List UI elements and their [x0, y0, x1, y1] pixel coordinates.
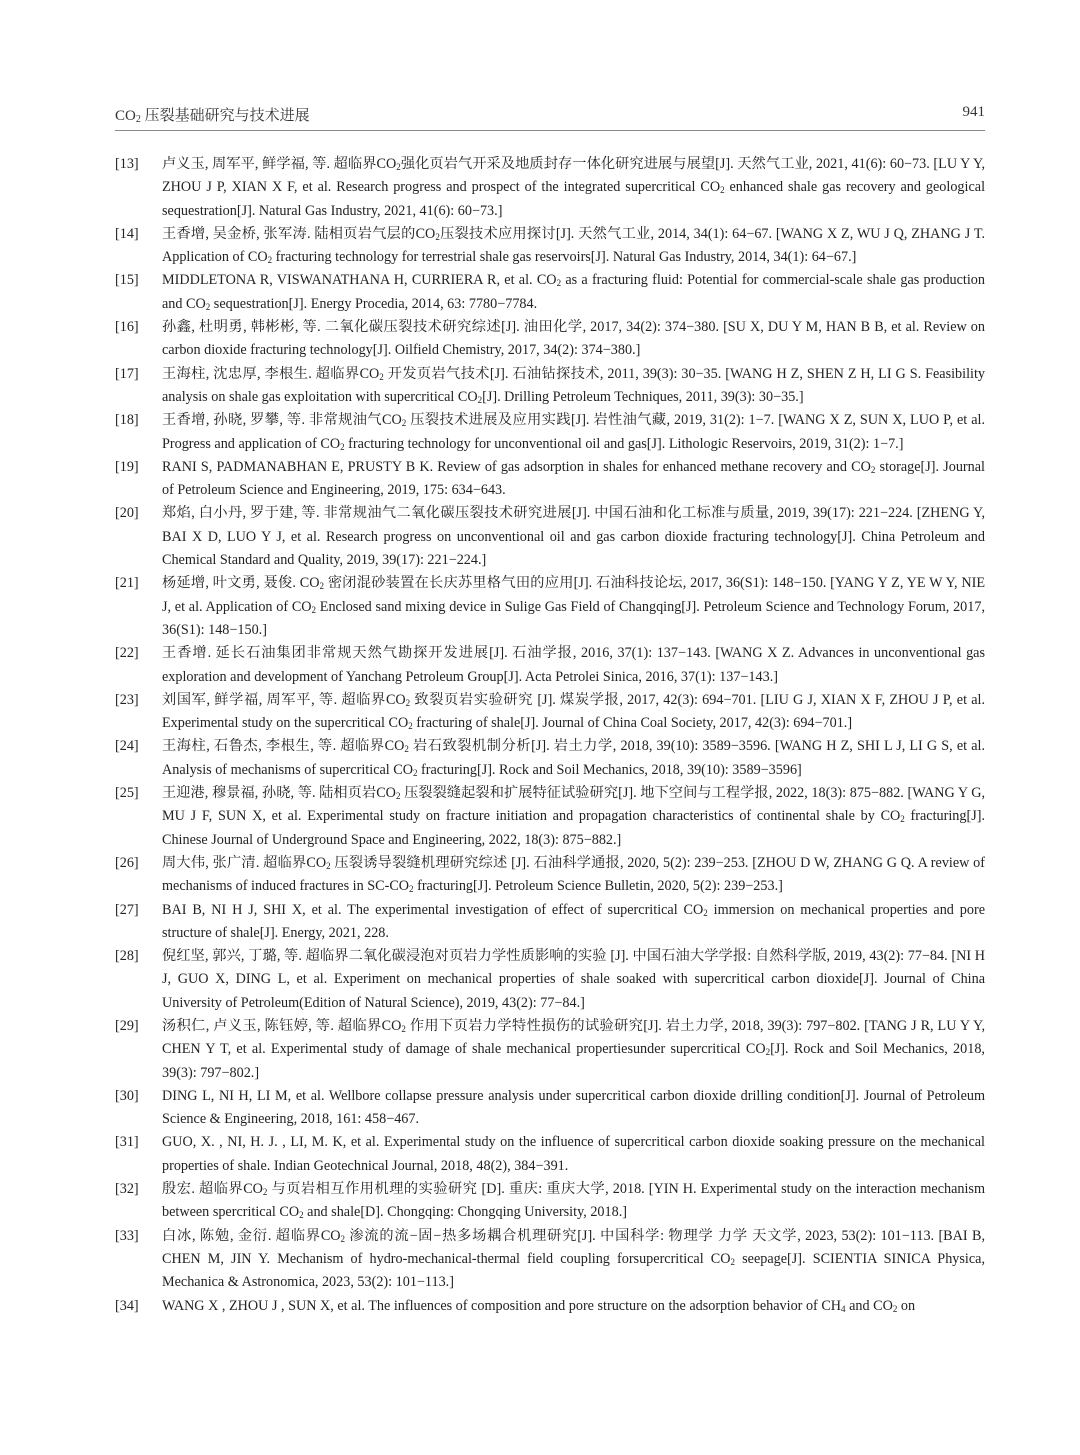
reference-text — [162, 226, 985, 265]
reference-text-segment: 王香增, 吴金桥, 张军涛. 陆相页岩气层的CO — [162, 225, 436, 242]
reference-item — [115, 689, 985, 736]
reference-text-segment: 殷宏. 超临界CO — [162, 1181, 263, 1198]
reference-item — [115, 945, 985, 1015]
reference-subscript: 2 — [703, 907, 708, 918]
reference-text-segment: 王香增. 延长石油集团非常规天然气勘探开发进展[J]. 石油学报, 2016, 37(1): 137−143. [WANG X Z. Advances in unconventional gas exploration and development of Yanchang Petroleum Group[J]. Acta Petrolei Sinica, 2016, 37(1): 137−143.] — [162, 645, 985, 685]
reference-text-segment: on — [897, 1297, 916, 1314]
reference-text-segment: immersion on mechanical properties and pore structure of shale[J]. Energy, 2021, 228. — [162, 901, 985, 941]
reference-subscript: 2 — [401, 418, 407, 429]
reference-subscript: 2 — [409, 884, 414, 895]
reference-text — [162, 156, 985, 219]
reference-text-segment: 周大伟, 张广清. 超临界CO — [162, 854, 327, 871]
reference-number: [18] — [115, 412, 139, 429]
reference-text-segment: 王迎港, 穆景福, 孙晓, 等. 陆相页岩CO — [162, 785, 396, 802]
reference-number: [20] — [115, 505, 139, 522]
reference-subscript: 2 — [412, 767, 418, 778]
reference-item — [115, 735, 985, 782]
reference-item — [115, 1085, 985, 1132]
reference-text-segment: 压裂诱导裂缝机理研究综述 [J]. 石油科学通报, 2020, 5(2): 239−253. [ZHOU D W, ZHANG G Q. A review of mechanisms of induced fractures in SC-CO — [162, 854, 985, 895]
reference-text-segment: fracturing[J]. Petroleum Science Bulletin, 2020, 5(2): 239−253.] — [413, 878, 783, 895]
reference-item — [115, 456, 985, 503]
reference-text-segment: [J]. Rock and Soil Mechanics, 2018, 39(3): 797−802.] — [162, 1041, 985, 1081]
reference-text-segment: 压裂裂缝起裂和扩展特征试验研究[J]. 地下空间与工程学报, 2022, 18(3): 875−882. [WANG Y G, MU J F, SUN X, et al. Experimental study on fracture initiation and propagation characteristics of continental shale by CO — [162, 785, 985, 825]
reference-subscript: 2 — [408, 721, 413, 732]
reference-subscript: 2 — [401, 1023, 406, 1034]
reference-number: [33] — [115, 1227, 139, 1244]
reference-item — [115, 363, 985, 410]
reference-subscript: 4 — [841, 1303, 846, 1314]
reference-text-segment: 密闭混砂装置在长庆苏里格气田的应用[J]. 石油科技论坛, 2017, 36(S1): 148−150. [YANG Y Z, YE W Y, NIE J, et al. Application of CO — [162, 575, 985, 615]
reference-item — [115, 153, 985, 223]
reference-text — [162, 575, 985, 638]
reference-text-segment: 孙鑫, 杜明勇, 韩彬彬, 等. 二氧化碳压裂技术研究综述[J]. 油田化学, 2017, 34(2): 374−380. [SU X, DU Y M, HAN B B, et al. Review on carbon dioxide fracturing technology[J]. Oilfield Chemistry, 2017, 34(2): 374−380.] — [162, 319, 985, 359]
reference-text-segment: fracturing[J]. Rock and Soil Mechanics, 2018, 39(10): 3589−3596] — [417, 761, 802, 778]
reference-text — [162, 1018, 985, 1081]
reference-item — [115, 269, 985, 316]
reference-subscript: 2 — [405, 697, 411, 708]
reference-text-segment: sequestration[J]. Energy Procedia, 2014, 63: 7780−7784. — [210, 295, 538, 312]
reference-subscript: 2 — [267, 255, 273, 266]
reference-text — [162, 1134, 985, 1173]
reference-text-segment: fracturing[J]. Chinese Journal of Underground Space and Engineering, 2022, 18(3): 875−882.] — [162, 808, 985, 848]
reference-subscript: 2 — [299, 1210, 304, 1221]
reference-number: [23] — [115, 691, 139, 708]
reference-number: [32] — [115, 1181, 139, 1198]
reference-subscript: 2 — [435, 231, 440, 242]
reference-subscript: 2 — [340, 1233, 346, 1244]
reference-text — [162, 948, 985, 1011]
reference-item — [115, 1178, 985, 1225]
reference-subscript: 2 — [395, 791, 401, 802]
reference-text-segment: 致裂页岩实验研究 [J]. 煤炭学报, 2017, 42(3): 694−701. [LIU G J, XIAN X F, ZHOU J P, et al. Experimental study on the supercritical CO — [162, 691, 985, 732]
reference-text — [162, 785, 985, 848]
reference-text-segment: RANI S, PADMANABHAN E, PRUSTY B K. Review of gas adsorption in shales for enhanced methane recovery and CO — [162, 458, 871, 475]
reference-subscript: 2 — [892, 1303, 898, 1314]
reference-subscript: 2 — [477, 394, 483, 405]
reference-text-segment: 作用下页岩力学特性损伤的试验研究[J]. 岩土力学, 2018, 39(3): 797−802. [TANG J R, LU Y Y, CHEN Y T, et al. Experimental study of damage of shale mechanical propertiesunder supercritical CO — [162, 1017, 985, 1058]
reference-subscript: 2 — [311, 604, 317, 615]
running-header — [115, 104, 985, 128]
reference-text-segment: 杨延增, 叶文勇, 聂俊. CO — [162, 575, 320, 592]
reference-text — [162, 855, 985, 894]
reference-subscript: 2 — [404, 744, 409, 755]
reference-text-segment: 汤积仁, 卢义玉, 陈钰婷, 等. 超临界CO — [162, 1017, 402, 1034]
reference-number: [27] — [115, 901, 139, 918]
reference-item — [115, 782, 985, 852]
reference-text-segment: 倪红坚, 郭兴, 丁璐, 等. 超临界二氧化碳浸泡对页岩力学性质影响的实验 [J]. 中国石油大学学报: 自然科学版, 2019, 43(2): 77−84. [NI H J, GUO X, DING L, et al. Experiment on mechanical properties of shale soaked with supercritical carbon dioxide[J]. Journal of China University of Petroleum(Edition of Natural Science), 2019, 43(2): 77−84.] — [162, 948, 985, 1011]
reference-item — [115, 1131, 985, 1178]
reference-text-segment: 刘国军, 鲜学福, 周军平, 等. 超临界CO — [162, 691, 406, 708]
reference-subscript: 2 — [262, 1187, 268, 1198]
reference-subscript: 2 — [326, 860, 331, 871]
reference-subscript: 2 — [870, 464, 876, 475]
running-title-prefix: CO — [115, 108, 136, 124]
running-title-subscript: 2 — [135, 114, 141, 125]
reference-item — [115, 899, 985, 946]
reference-text-segment: seepage[J]. SCIENTIA SINICA Physica, Mechanica & Astronomica, 2023, 53(2): 101−113.] — [162, 1250, 985, 1291]
reference-text — [162, 412, 985, 451]
reference-text-segment: MIDDLETONA R, VISWANATHANA H, CURRIERA R, et al. CO — [162, 272, 557, 289]
reference-text — [162, 366, 985, 405]
reference-number: [28] — [115, 948, 139, 965]
reference-text — [162, 1181, 985, 1220]
reference-item — [115, 223, 985, 270]
running-title — [115, 104, 310, 125]
reference-subscript: 2 — [720, 185, 725, 196]
reference-text-segment: 与页岩相互作用机理的实验研究 [D]. 重庆: 重庆大学, 2018. [YIN H. Experimental study on the interaction mechanism between spercritical CO — [162, 1181, 985, 1221]
reference-number: [13] — [115, 156, 139, 172]
reference-item — [115, 316, 985, 363]
reference-text-segment: 王海柱, 沈忠厚, 李根生. 超临界CO — [162, 365, 380, 382]
reference-subscript: 2 — [340, 441, 345, 452]
reference-text-segment: 白冰, 陈勉, 金衍. 超临界CO — [162, 1227, 341, 1244]
reference-text-segment: WANG X , ZHOU J , SUN X, et al. The influences of composition and pore structure on the adsorption behavior of CH — [162, 1297, 842, 1314]
reference-number: [34] — [115, 1297, 139, 1314]
reference-number: [22] — [115, 645, 139, 662]
reference-text — [162, 1088, 985, 1127]
reference-item — [115, 409, 985, 456]
reference-number: [30] — [115, 1087, 139, 1104]
reference-text-segment: enhanced shale gas recovery and geological sequestration[J]. Natural Gas Industry, 2021, 41(6): 60−73.] — [162, 179, 986, 219]
reference-text — [162, 505, 985, 568]
reference-number: [17] — [115, 365, 139, 382]
reference-item — [115, 1015, 985, 1085]
reference-item — [115, 852, 985, 899]
reference-text — [162, 692, 985, 731]
reference-subscript: 2 — [319, 581, 324, 592]
reference-text — [162, 902, 985, 941]
reference-text-segment: 强化页岩气开采及地质封存一体化研究进展与展望[J]. 天然气工业, 2021, 41(6): 60−73. [LU Y Y, ZHOU J P, XIAN X F, et al. Research progress and prospect of the integrated supercritical CO — [162, 156, 985, 196]
reference-text-segment: 压裂技术应用探讨[J]. 天然气工业, 2014, 34(1): 64−67. [WANG X Z, WU J Q, ZHANG J T. Application of CO — [162, 225, 985, 266]
reference-number: [26] — [115, 854, 139, 871]
reference-subscript: 2 — [730, 1256, 736, 1267]
header-rule — [115, 130, 985, 131]
reference-text — [162, 1298, 915, 1314]
page-number: 941 — [962, 104, 985, 120]
reference-subscript: 2 — [556, 278, 562, 289]
reference-subscript: 2 — [205, 301, 211, 312]
reference-text-segment: 郑焰, 白小丹, 罗于建, 等. 非常规油气二氧化碳压裂技术研究进展[J]. 中国石油和化工标准与质量, 2019, 39(17): 221−224. [ZHENG Y, BAI X D, LUO Y J, et al. Research progress on unconventional oil and gas carbon dioxide fracturing technology[J]. China Petroleum and Chemical Standard and Quality, 2019, 39(17): 221−224.] — [162, 505, 985, 569]
reference-text-segment: BAI B, NI H J, SHI X, et al. The experimental investigation of effect of supercritical CO — [162, 901, 704, 918]
reference-text-segment: GUO, X. , NI, H. J. , LI, M. K, et al. Experimental study on the influence of supercritical carbon dioxide soaking pressure on the mechanical properties of shale. Indian Geotechnical Journal, 2018, 48(2), 384−391. — [162, 1134, 985, 1174]
reference-text-segment: 压裂技术进展及应用实践[J]. 岩性油气藏, 2019, 31(2): 1−7. [WANG X Z, SUN X, LUO P, et al. Progress and application of CO — [162, 412, 985, 452]
reference-text-segment: 王香增, 孙晓, 罗攀, 等. 非常规油气CO — [162, 412, 402, 429]
reference-number: [15] — [115, 272, 139, 289]
reference-number: [24] — [115, 738, 139, 755]
reference-text — [162, 645, 985, 684]
reference-text-segment: [J]. Drilling Petroleum Techniques, 2011, 39(3): 30−35.] — [482, 388, 804, 405]
reference-text — [162, 319, 985, 358]
reference-item — [115, 1295, 985, 1318]
reference-text-segment: 开发页岩气技术[J]. 石油钻探技术, 2011, 39(3): 30−35. [WANG H Z, SHEN Z H, LI G S. Feasibility analysis on shale gas exploitation with supercritical CO — [162, 365, 985, 405]
reference-text — [162, 459, 985, 498]
reference-text — [162, 272, 985, 311]
reference-list — [115, 153, 985, 1318]
reference-item — [115, 1225, 985, 1295]
running-title-text: 压裂基础研究与技术进展 — [140, 108, 310, 124]
reference-text-segment: Enclosed sand mixing device in Sulige Gas Field of Changqing[J]. Petroleum Science and Technology Forum, 2017, 36(S1): 148−150.] — [162, 598, 985, 638]
reference-text — [162, 1228, 985, 1291]
reference-number: [31] — [115, 1134, 139, 1151]
reference-number: [29] — [115, 1017, 139, 1034]
reference-item — [115, 502, 985, 572]
reference-subscript: 2 — [900, 814, 905, 825]
reference-text-segment: DING L, NI H, LI M, et al. Wellbore collapse pressure analysis under supercritical carbon dioxide drilling condition[J]. Journal of Petroleum Science & Engineering, 2018, 161: 458−467. — [162, 1087, 985, 1128]
reference-subscript: 2 — [765, 1047, 771, 1058]
reference-text-segment: as a fracturing fluid: Potential for commercial-scale shale gas production and CO — [162, 272, 985, 312]
reference-text — [162, 738, 985, 777]
reference-text-segment: 岩石致裂机制分析[J]. 岩土力学, 2018, 39(10): 3589−3596. [WANG H Z, SHI L J, LI G S, et al. Analysis of mechanisms of supercritical CO — [162, 738, 985, 778]
reference-text-segment: 王海柱, 石鲁杰, 李根生, 等. 超临界CO — [162, 738, 405, 755]
reference-text-segment: and shale[D]. Chongqing: Chongqing University, 2018.] — [303, 1204, 627, 1221]
reference-text-segment: storage[J]. Journal of Petroleum Science and Engineering, 2019, 175: 634−643. — [162, 458, 985, 499]
reference-subscript: 2 — [396, 162, 401, 172]
reference-text-segment: 卢义玉, 周军平, 鲜学福, 等. 超临界CO — [162, 156, 397, 172]
reference-item — [115, 572, 985, 642]
reference-item — [115, 642, 985, 689]
reference-subscript: 2 — [379, 371, 384, 382]
reference-number: [25] — [115, 785, 139, 802]
reference-number: [19] — [115, 458, 139, 475]
reference-text-segment: fracturing technology for unconventional oil and gas[J]. Lithologic Reservoirs, 2019, 31(2): 1−7.] — [344, 435, 904, 452]
reference-number: [21] — [115, 575, 139, 592]
reference-number: [16] — [115, 319, 139, 336]
reference-text-segment: and CO — [845, 1297, 893, 1314]
reference-text-segment: fracturing of shale[J]. Journal of China Coal Society, 2017, 42(3): 694−701.] — [412, 715, 853, 732]
reference-text-segment: 渗流的流−固−热多场耦合机理研究[J]. 中国科学: 物理学 力学 天文学, 2023, 53(2): 101−113. [BAI B, CHEN M, JIN Y. Mechanism of hydro-mechanical-thermal field coupling forsupercritical CO — [162, 1227, 985, 1267]
reference-text-segment: fracturing technology for terrestrial shale gas reservoirs[J]. Natural Gas Industry, 2014, 34(1): 64−67.] — [272, 249, 857, 266]
reference-number: [14] — [115, 225, 139, 242]
